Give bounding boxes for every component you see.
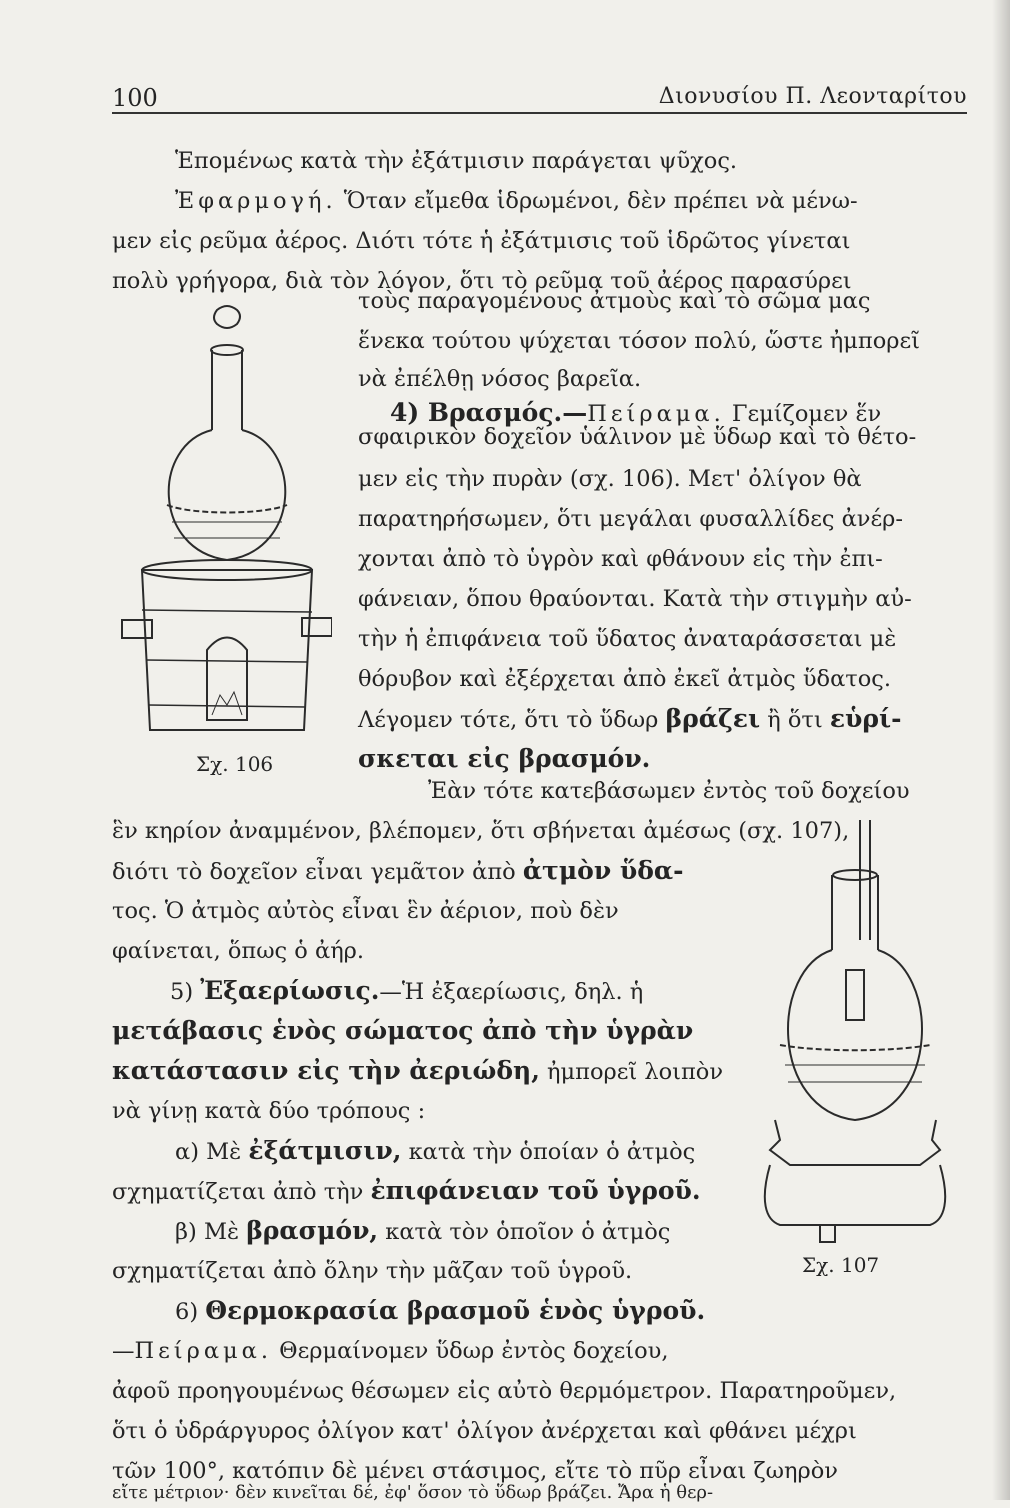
text-line: τὴν ἡ ἐπιφάνεια τοῦ ὕδατος ἀναταράσσεται μὲ [358, 626, 897, 652]
text-line: διότι τὸ δοχεῖον εἶναι γεμᾶτον ἀπὸ ἀτμὸν ὕδα- [112, 856, 684, 885]
page-number: 100 [112, 84, 158, 112]
text-line: ἕνεκα τούτου ψύχεται τόσον πολύ, ὥστε ἠμπορεῖ [358, 328, 920, 354]
running-title: Διονυσίου Π. Λεονταρίτου [658, 84, 967, 109]
text-line: φαίνεται, ὅπως ὁ ἀήρ. [112, 938, 365, 964]
text-line: μετάβασις ἑνὸς σώματος ἀπὸ τὴν ὑγρὰν [112, 1016, 694, 1045]
text-line: 4) Βρασμός.—Πείραμα. Γεμίζομεν ἕν [390, 398, 882, 427]
text-line: Ἐφαρμογή. Ὅταν εἴμεθα ἱδρωμένοι, δὲν πρέπει νὰ μένω- [175, 188, 858, 214]
text-line: κατάστασιν εἰς τὴν ἀεριώδη, ἠμπορεῖ λοιπὸν [112, 1056, 723, 1085]
text-line: πολὺ γρήγορα, διὰ τὸν λόγον, ὅτι τὸ ρεῦμα τοῦ ἀέρος παρασύρει [112, 268, 852, 294]
text-line: ἀφοῦ προηγουμένως θέσωμεν εἰς αὐτὸ θερμόμετρον. Παρατηροῦμεν, [112, 1378, 897, 1404]
text-line: α) Μὲ ἐξάτμισιν, κατὰ τὴν ὁποίαν ὁ ἀτμὸς [175, 1136, 696, 1165]
text-line: φάνειαν, ὅπου θραύονται. Κατὰ τὴν στιγμὴν αὐ- [358, 586, 912, 612]
text-line: σφαιρικὸν δοχεῖον ὑάλινον μὲ ὕδωρ καὶ τὸ θέτο- [358, 424, 917, 450]
text-line: νὰ γίνῃ κατὰ δύο τρόπους : [112, 1098, 426, 1124]
figure-107-flask-with-thermometer [760, 820, 970, 1250]
text-line: Ἐὰν τότε κατεβάσωμεν ἐντὸς τοῦ δοχείου [428, 778, 910, 804]
text-line: σχηματίζεται ἀπὸ τὴν ἐπιφάνειαν τοῦ ὑγροῦ. [112, 1176, 701, 1205]
text-line: εἴτε μέτριον· δὲν κινεῖται δέ, ἐφ' ὅσον τὸ ὕδωρ βράζει. Ἄρα ἡ θερ- [112, 1482, 714, 1503]
figure-caption: Σχ. 107 [802, 1253, 880, 1277]
text-line: Ἑπομένως κατὰ τὴν ἐξάτμισιν παράγεται ψῦχος. [175, 148, 738, 174]
text-line: 5) Ἐξαερίωσις.—Ἡ ἐξαερίωσις, δηλ. ἡ [170, 976, 644, 1005]
text-line: —Πείραμα. Θερμαίνομεν ὕδωρ ἐντὸς δοχείου, [112, 1338, 669, 1364]
page-edge-shadow [992, 0, 1010, 1500]
text-line: παρατηρήσωμεν, ὅτι μεγάλαι φυσαλλίδες ἀνέρ- [358, 506, 903, 532]
figure-caption: Σχ. 106 [196, 752, 274, 776]
figure-106-flask-on-brazier [112, 300, 332, 760]
text-line: μεν εἰς τὴν πυρὰν (σχ. 106). Μετ' ὀλίγον θὰ [358, 466, 862, 492]
header-rule [112, 112, 967, 114]
text-line: τοὺς παραγομένους ἀτμοὺς καὶ τὸ σῶμα μας [358, 288, 871, 314]
text-line: χονται ἀπὸ τὸ ὑγρὸν καὶ φθάνουν εἰς τὴν ἐπι- [358, 546, 883, 572]
text-line: τος. Ὁ ἀτμὸς αὐτὸς εἶναι ἓν ἀέριον, ποὺ δὲν [112, 898, 619, 924]
text-line: μεν εἰς ρεῦμα ἀέρος. Διότι τότε ἡ ἐξάτμισις τοῦ ἱδρῶτος γίνεται [112, 228, 851, 254]
page-header [112, 80, 967, 116]
text-line: ὅτι ὁ ὑδράργυρος ὀλίγον κατ' ὀλίγον ἀνέρχεται καὶ φθάνει μέχρι [112, 1418, 857, 1444]
text-line: τῶν 100°, κατόπιν δὲ μένει στάσιμος, εἴτε τὸ πῦρ εἶναι ζωηρὸν [112, 1458, 838, 1484]
text-line: θόρυβον καὶ ἐξέρχεται ἀπὸ ἐκεῖ ἀτμὸς ὕδατος. [358, 666, 892, 692]
text-line: 6) Θερμοκρασία βρασμοῦ ἑνὸς ὑγροῦ. [175, 1296, 706, 1325]
text-line: ἓν κηρίον ἀναμμένον, βλέπομεν, ὅτι σβήνεται ἀμέσως (σχ. 107), [112, 818, 850, 844]
text-line: σκεται εἰς βρασμόν. [358, 744, 651, 773]
text-line: β) Μὲ βρασμόν, κατὰ τὸν ὁποῖον ὁ ἀτμὸς [175, 1216, 671, 1245]
text-line: Λέγομεν τότε, ὅτι τὸ ὕδωρ βράζει ἢ ὅτι εὑρί- [358, 704, 902, 733]
text-line: νὰ ἐπέλθῃ νόσος βαρεῖα. [358, 366, 642, 392]
text-line: σχηματίζεται ἀπὸ ὅλην τὴν μᾶζαν τοῦ ὑγροῦ. [112, 1258, 633, 1284]
